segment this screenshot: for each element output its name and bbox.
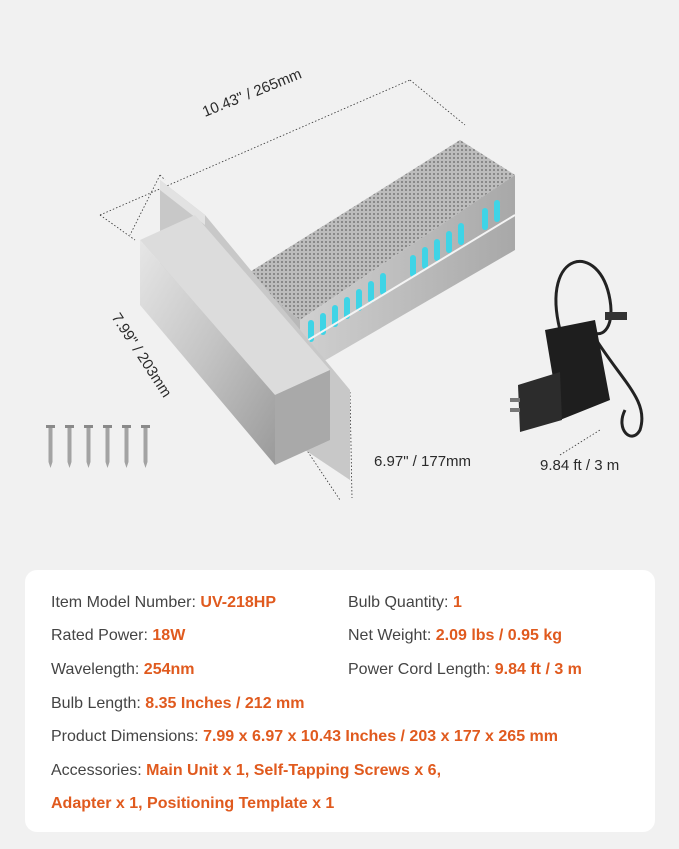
width-dimension-label: 6.97" / 177mm (374, 453, 472, 470)
spec-card (25, 570, 655, 832)
power-adapter (510, 261, 642, 436)
spec-net-weight: Net Weight: 2.09 lbs / 0.95 kg (348, 627, 563, 644)
spec-rated-power: Rated Power: 18W (51, 627, 186, 644)
height-dimension-label: 7.99" / 203mm (107, 310, 175, 401)
spec-bulb-quantity: Bulb Quantity: 1 (348, 594, 462, 611)
spec-accessories-line2: Adapter x 1, Positioning Template x 1 (51, 795, 335, 812)
length-dimension-label: 10.43" / 265mm (200, 65, 305, 121)
spec-model: Item Model Number: UV-218HP (51, 594, 276, 611)
spec-accessories: Accessories: Main Unit x 1, Self-Tapping Screws x 6, (51, 762, 442, 779)
screws (46, 425, 150, 468)
spec-product-dimensions: Product Dimensions: 7.99 x 6.97 x 10.43 Inches / 203 x 177 x 265 mm (51, 728, 558, 745)
cord-length-label: 9.84 ft / 3 m (540, 457, 620, 474)
spec-wavelength: Wavelength: 254nm (51, 661, 195, 678)
spec-power-cord-length: Power Cord Length: 9.84 ft / 3 m (348, 661, 582, 678)
spec-bulb-length: Bulb Length: 8.35 Inches / 212 mm (51, 695, 305, 712)
